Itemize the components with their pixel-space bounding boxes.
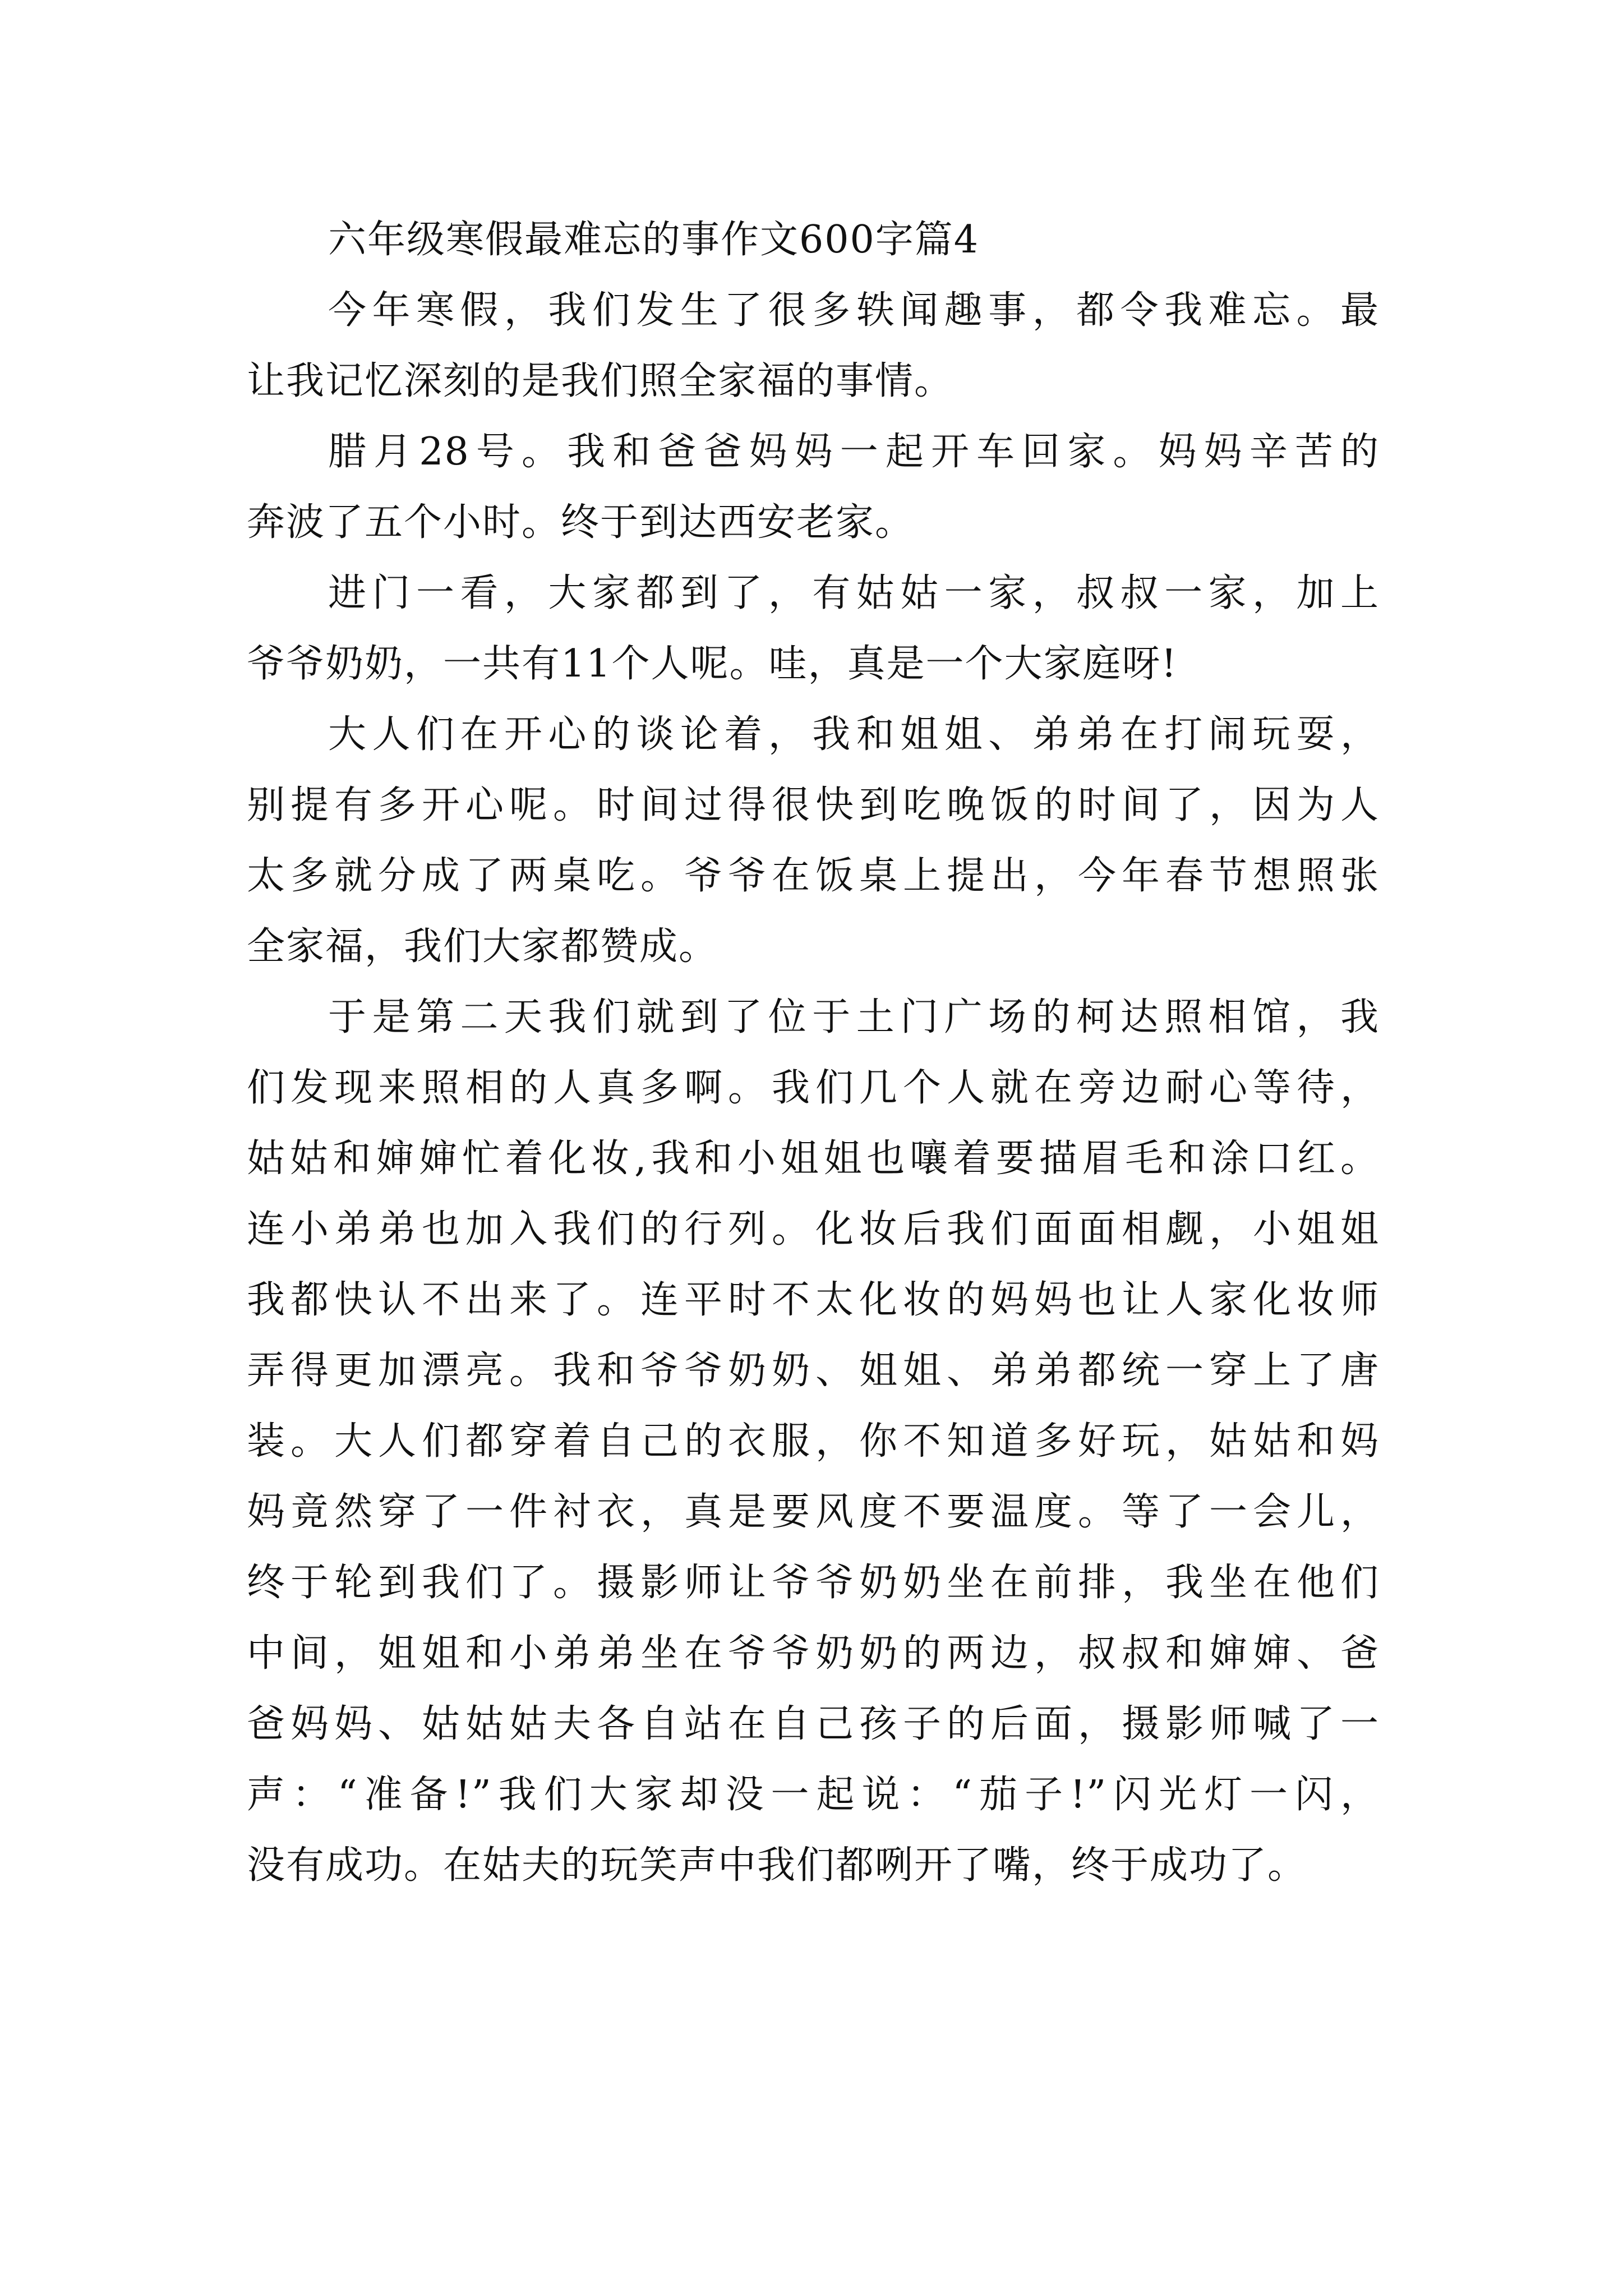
paragraph-line: 终于轮到我们了。摄影师让爷爷奶奶坐在前排，我坐在他们 (247, 1561, 1380, 1605)
paragraph-line: 连小弟弟也加入我们的行列。化妆后我们面面相觑，小姐姐 (247, 1207, 1380, 1251)
paragraph-line: 进门一看，大家都到了，有姑姑一家，叔叔一家，加上 (328, 571, 1380, 615)
paragraph-line: 们发现来照相的人真多啊。我们几个人就在旁边耐心等待， (247, 1066, 1380, 1110)
paragraph-line: 大人们在开心的谈论着，我和姐姐、弟弟在打闹玩耍， (328, 712, 1380, 757)
paragraph-4 (247, 700, 1380, 982)
paragraph-line: 今年寒假，我们发生了很多轶闻趣事，都令我难忘。最 (328, 288, 1380, 333)
essay-body (247, 205, 1380, 1901)
paragraph-line: 中间，姐姐和小弟弟坐在爷爷奶奶的两边，叔叔和婶婶、爸 (247, 1631, 1380, 1676)
paragraph-line: 于是第二天我们就到了位于土门广场的柯达照相馆，我 (328, 995, 1380, 1039)
essay-title: 六年级寒假最难忘的事作文600字篇4 (328, 218, 980, 262)
paragraph-line: 全家福，我们大家都赞成。 (247, 924, 718, 969)
paragraph-line: 装。大人们都穿着自己的衣服，你不知道多好玩，姑姑和妈 (247, 1419, 1380, 1464)
paragraph-2 (247, 417, 1380, 558)
paragraph-1 (247, 275, 1380, 417)
paragraph-line: 声：“准备!”我们大家却没一起说：“茄子!”闪光灯一闪， (247, 1773, 1380, 1817)
paragraph-line: 腊月28号。我和爸爸妈妈一起开车回家。妈妈辛苦的 (328, 430, 1380, 474)
paragraph-line: 姑姑和婶婶忙着化妆,我和小姐姐也嚷着要描眉毛和涂口红。 (247, 1137, 1380, 1181)
paragraph-3 (247, 558, 1380, 700)
paragraph-line: 爸妈妈、姑姑姑夫各自站在自己孩子的后面，摄影师喊了一 (247, 1702, 1380, 1746)
paragraph-line: 别提有多开心呢。时间过得很快到吃晚饭的时间了，因为人 (247, 783, 1380, 827)
paragraph-line: 妈竟然穿了一件衬衣，真是要风度不要温度。等了一会儿， (247, 1490, 1380, 1534)
paragraph-line: 奔波了五个小时。终于到达西安老家。 (247, 500, 915, 545)
paragraph-line: 爷爷奶奶，一共有11个人呢。哇，真是一个大家庭呀! (247, 642, 1178, 686)
paragraph-line: 我都快认不出来了。连平时不太化妆的妈妈也让人家化妆师 (247, 1278, 1380, 1322)
paragraph-line: 太多就分成了两桌吃。爷爷在饭桌上提出，今年春节想照张 (247, 854, 1380, 898)
paragraph-5 (247, 982, 1380, 1901)
paragraph-line: 没有成功。在姑夫的玩笑声中我们都咧开了嘴，终于成功了。 (247, 1843, 1307, 1888)
paragraph-line: 让我记忆深刻的是我们照全家福的事情。 (247, 359, 954, 403)
paragraph-line: 弄得更加漂亮。我和爷爷奶奶、姐姐、弟弟都统一穿上了唐 (247, 1349, 1380, 1393)
